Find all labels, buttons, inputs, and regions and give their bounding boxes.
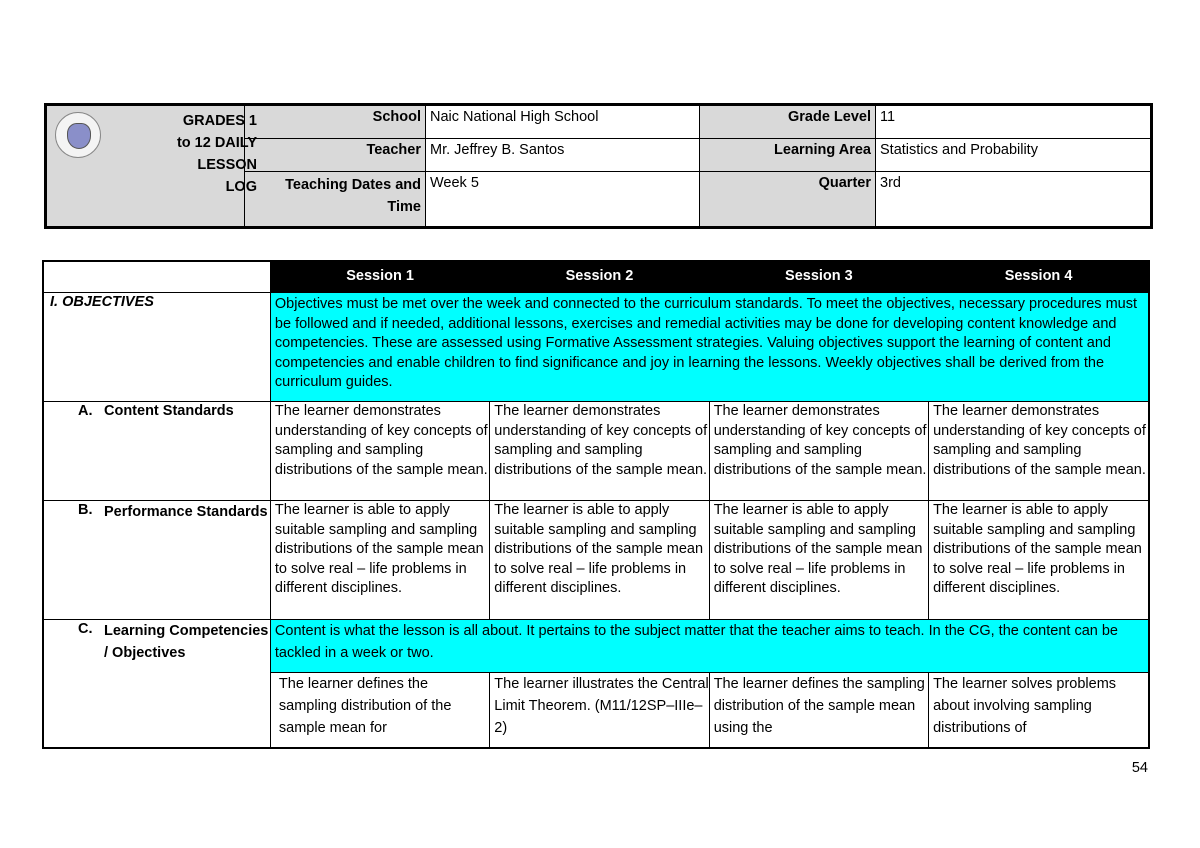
content-standards-session-3: The learner demonstrates understanding of key concepts of sampling and sampling distributions of the sample mean.: [709, 402, 928, 501]
learning-competencies-session-2: The learner illustrates the Central Limit Theorem. (M11/12SP–IIIe–2): [490, 673, 709, 749]
document-title: GRADES 1 to 12 DAILY LESSON LOG: [176, 113, 257, 195]
blank-corner-cell: [43, 261, 270, 293]
teaching-dates-value: Week 5: [426, 172, 700, 228]
learning-competencies-session-1: The learner defines the sampling distribution of the sample mean for: [270, 673, 489, 749]
session-3-header: Session 3: [709, 261, 928, 293]
teacher-label: Teacher: [245, 139, 426, 172]
performance-standards-label: Performance Standards: [104, 504, 268, 520]
deped-seal-icon: [55, 112, 101, 158]
learning-area-label: Learning Area: [700, 139, 876, 172]
quarter-label: Quarter: [700, 172, 876, 228]
content-standards-label: Content Standards: [104, 403, 234, 419]
session-1-header: Session 1: [270, 261, 489, 293]
school-label: School: [245, 105, 426, 139]
quarter-value: 3rd: [876, 172, 1152, 228]
content-standards-label-cell: [43, 402, 270, 501]
session-4-header: Session 4: [929, 261, 1149, 293]
objectives-text: Objectives must be met over the week and connected to the curriculum standards. To meet the objectives, necessary procedures must be followed and if needed, additional lessons, exercises and remedial activities may be done for developing content knowledge and competencies. These are assessed using Formative Assessment strategies. Valuing objectives support the learning of content and competencies and enable children to find significance and joy in learning the lessons. Weekly objectives shall be derived from the curriculum guides.: [270, 293, 1149, 402]
content-standards-session-2: The learner demonstrates understanding of key concepts of sampling and sampling distributions of the sample mean.: [490, 402, 709, 501]
performance-standards-session-2: The learner is able to apply suitable sampling and sampling distributions of the sample mean to solve real – life problems in different disciplines.: [490, 501, 709, 620]
learning-area-value: Statistics and Probability: [876, 139, 1152, 172]
lesson-log-main-table: [42, 260, 1150, 749]
content-standards-letter: A.: [78, 403, 93, 419]
performance-standards-session-4: The learner is able to apply suitable sampling and sampling distributions of the sample mean to solve real – life problems in different disciplines.: [929, 501, 1149, 620]
learning-competencies-note: Content is what the lesson is all about. It pertains to the subject matter that the teacher aims to teach. In the CG, the content can be tackled in a week or two.: [270, 620, 1149, 673]
performance-standards-label-cell: [43, 501, 270, 620]
content-standards-session-1: The learner demonstrates understanding of key concepts of sampling and sampling distributions of the sample mean.: [270, 402, 489, 501]
performance-standards-letter: B.: [78, 502, 93, 518]
learning-competencies-label: Learning Competencies / Objectives: [104, 623, 269, 661]
lesson-log-header-table: [44, 103, 1153, 229]
learning-competencies-session-4: The learner solves problems about involving sampling distributions of: [929, 673, 1149, 749]
objectives-label: I. OBJECTIVES: [43, 293, 270, 402]
learning-competencies-label-cell: [43, 620, 270, 749]
performance-standards-session-3: The learner is able to apply suitable sampling and sampling distributions of the sample mean to solve real – life problems in different disciplines.: [709, 501, 928, 620]
session-2-header: Session 2: [490, 261, 709, 293]
learning-competencies-letter: C.: [78, 621, 93, 637]
teaching-dates-label: Teaching Dates and Time: [245, 172, 426, 228]
performance-standards-session-1: The learner is able to apply suitable sampling and sampling distributions of the sample mean to solve real – life problems in different disciplines.: [270, 501, 489, 620]
grade-level-label: Grade Level: [700, 105, 876, 139]
grade-level-value: 11: [876, 105, 1152, 139]
header-logo-cell: [46, 105, 257, 228]
school-value: Naic National High School: [426, 105, 700, 139]
teacher-value: Mr. Jeffrey B. Santos: [426, 139, 700, 172]
page-number: 54: [1131, 760, 1148, 776]
learning-competencies-session-3: The learner defines the sampling distribution of the sample mean using the: [709, 673, 928, 749]
content-standards-session-4: The learner demonstrates understanding of key concepts of sampling and sampling distributions of the sample mean.: [929, 402, 1149, 501]
